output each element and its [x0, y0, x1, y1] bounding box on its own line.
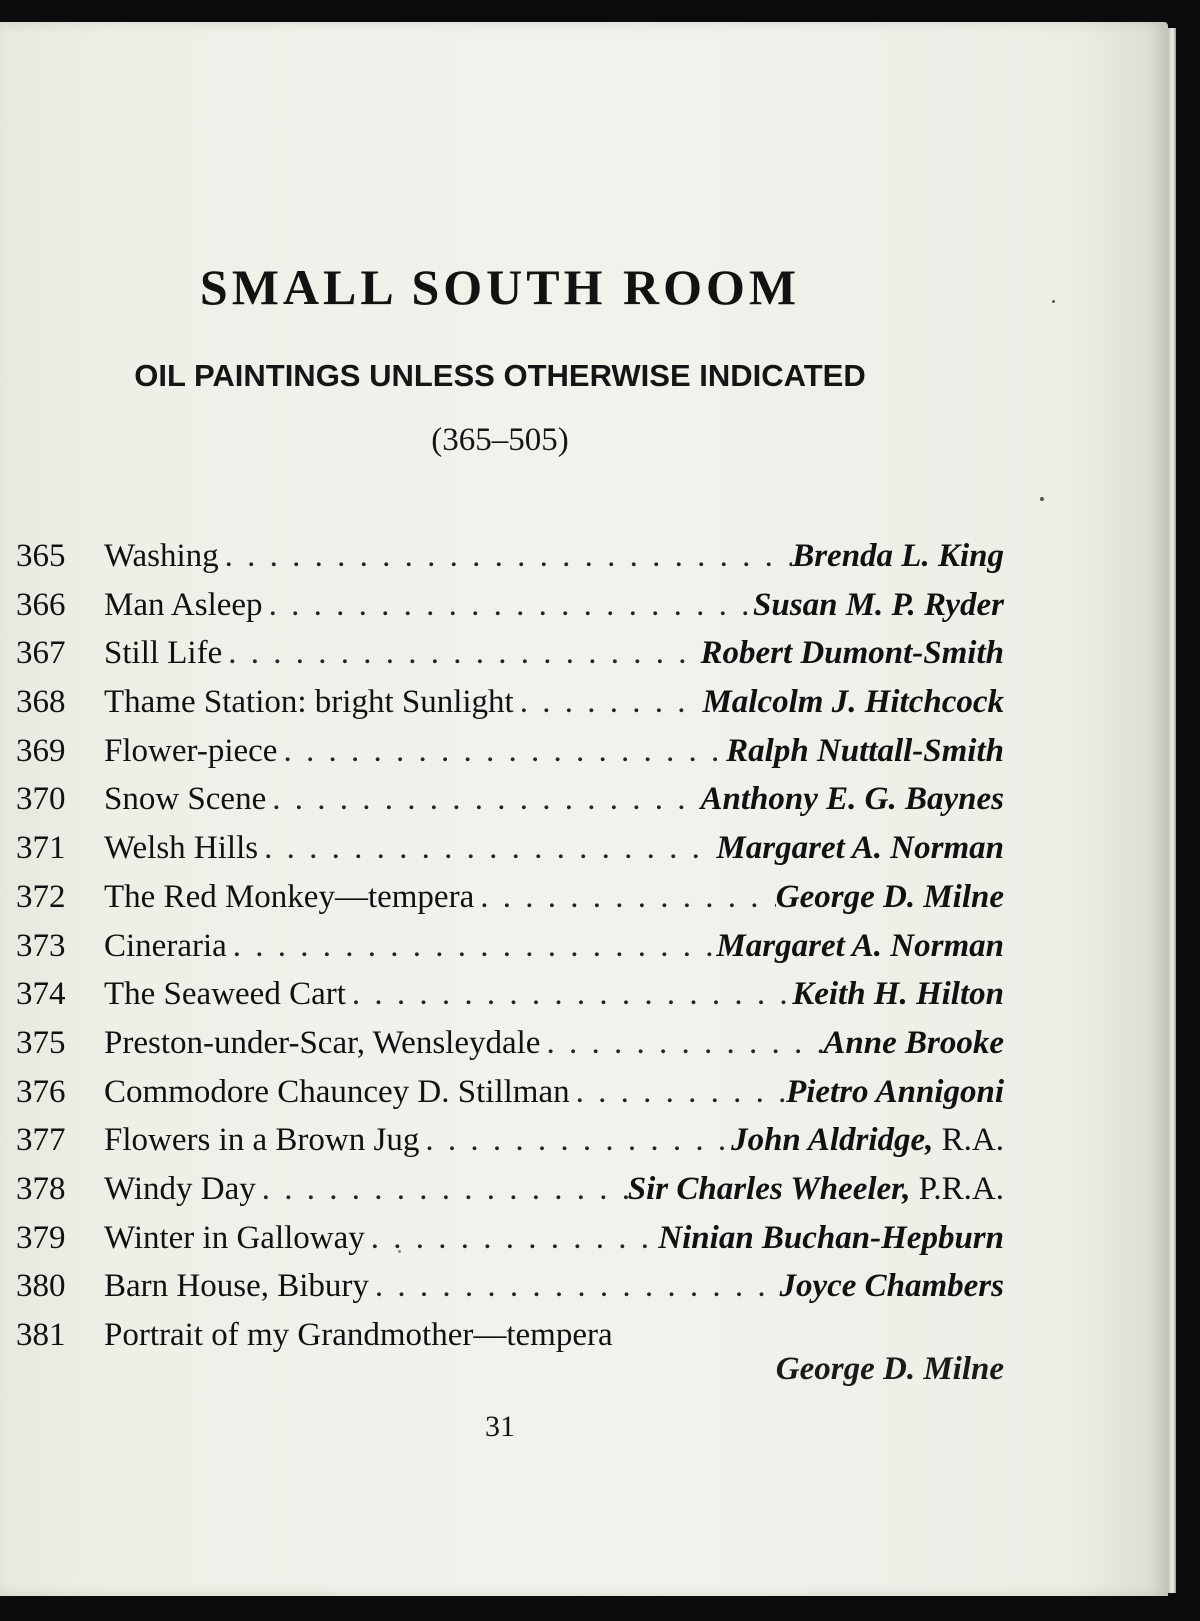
entry-number: 368 [16, 684, 66, 721]
dot-leader [365, 1216, 659, 1260]
entry-title: Commodore Chauncey D. Stillman [104, 1073, 570, 1110]
entry-artist [628, 1167, 1004, 1211]
entry-row [16, 972, 1016, 1021]
entry-title: Still Life [104, 635, 223, 672]
page-number: 31 [485, 1410, 515, 1443]
entry-row [16, 1167, 1016, 1216]
entry-artist: Anthony E. G. Baynes [700, 781, 1004, 818]
dot-leader [256, 1167, 628, 1211]
dot-leader [540, 1021, 823, 1065]
entry-artist: Susan M. P. Ryder [753, 586, 1004, 623]
dot-leader [222, 631, 700, 675]
dot-leader [258, 826, 716, 870]
entry-artist: Anne Brooke [823, 1024, 1004, 1061]
entry-artist: Malcolm J. Hitchcock [702, 684, 1004, 721]
entry-number: 378 [16, 1170, 66, 1207]
entry-number: 365 [16, 538, 66, 574]
entry-number: 366 [16, 586, 66, 623]
entry-number: 377 [16, 1122, 66, 1159]
artist-honor: R.A. [941, 1122, 1004, 1159]
paper-speck [1040, 497, 1044, 501]
entry-number: 367 [16, 635, 66, 672]
entry-row [16, 924, 1016, 973]
entry-title: The Red Monkey—tempera [104, 878, 475, 915]
entry-artist: Margaret A. Norman [716, 927, 1004, 964]
entry-number: 371 [16, 830, 66, 867]
dot-leader [570, 1070, 786, 1114]
artist-name: John Aldridge, [731, 1122, 934, 1159]
entry-artist [731, 1118, 1004, 1162]
dot-leader [227, 924, 717, 968]
entry-number: 372 [16, 878, 66, 915]
entry-row [16, 1216, 1016, 1265]
paper-speck [398, 1250, 401, 1253]
entry-row [16, 1313, 1016, 1403]
room-title: SMALL SOUTH ROOM [199, 259, 801, 315]
artist-name: Sir Charles Wheeler, [627, 1170, 911, 1207]
entry-row [16, 826, 1016, 875]
entry-row [16, 777, 1016, 826]
entry-number: 376 [16, 1073, 66, 1110]
medium-subtitle: OIL PAINTINGS UNLESS OTHERWISE INDICATED [134, 358, 866, 393]
entry-title: Barn House, Bibury [104, 1268, 369, 1305]
entry-title: Flowers in a Brown Jug [104, 1122, 420, 1159]
dot-leader [514, 680, 703, 724]
dot-leader [346, 972, 792, 1016]
entry-title: Preston-under-Scar, Wensleydale [104, 1024, 541, 1061]
entry-row [16, 1264, 1016, 1313]
entry-title: Washing [104, 538, 219, 574]
entry-number: 374 [16, 976, 66, 1013]
entry-artist: George D. Milne [775, 878, 1004, 915]
entry-list [16, 534, 1016, 1403]
dot-leader [263, 583, 753, 627]
entry-row [16, 583, 1016, 632]
entry-artist: Margaret A. Norman [716, 830, 1004, 867]
entry-row [16, 1070, 1016, 1119]
paper-speck [1052, 300, 1055, 303]
dot-leader [266, 777, 700, 821]
dot-leader [474, 875, 776, 919]
entry-title: Thame Station: bright Sunlight [104, 684, 514, 721]
entry-title: Windy Day [104, 1170, 256, 1207]
entry-number: 370 [16, 781, 66, 818]
entry-title: Flower-piece [104, 732, 278, 769]
entry-number: 381 [16, 1317, 66, 1353]
entry-title: Man Asleep [104, 586, 263, 623]
entry-row [16, 680, 1016, 729]
entry-artist: Ralph Nuttall-Smith [726, 732, 1004, 769]
entry-title: Portrait of my Grandmother—tempera [104, 1317, 613, 1353]
entry-row [16, 534, 1016, 583]
dot-leader [219, 534, 793, 578]
entry-title: Winter in Galloway [104, 1219, 365, 1256]
entry-artist: Keith H. Hilton [792, 976, 1004, 1013]
artist-honor: P.R.A. [918, 1170, 1004, 1207]
entry-number: 369 [16, 732, 66, 769]
entry-artist: Joyce Chambers [779, 1268, 1004, 1305]
entry-artist: Ninian Buchan-Hepburn [658, 1219, 1004, 1256]
entry-artist: George D. Milne [775, 1351, 1004, 1387]
entry-row [16, 1021, 1016, 1070]
entry-title: The Seaweed Cart [104, 976, 346, 1013]
entry-number: 379 [16, 1219, 66, 1256]
dot-leader [277, 729, 726, 773]
entry-number: 373 [16, 927, 66, 964]
entry-row [16, 875, 1016, 924]
entry-artist: Robert Dumont-Smith [700, 635, 1004, 672]
entry-artist: Brenda L. King [792, 538, 1004, 574]
entry-title: Snow Scene [104, 781, 267, 818]
dot-leader [419, 1118, 731, 1162]
entry-artist: Pietro Annigoni [786, 1073, 1004, 1110]
entry-number: 375 [16, 1024, 66, 1061]
page-edge [1168, 28, 1176, 1593]
dot-leader [369, 1264, 780, 1308]
catalogue-number-range: (365–505) [431, 422, 569, 458]
entry-title: Welsh Hills [104, 830, 259, 867]
entry-title: Cineraria [104, 927, 227, 964]
catalogue-page [0, 22, 1168, 1596]
entry-row [16, 1118, 1016, 1167]
entry-row [16, 631, 1016, 680]
entry-row [16, 729, 1016, 778]
entry-number: 380 [16, 1268, 66, 1305]
